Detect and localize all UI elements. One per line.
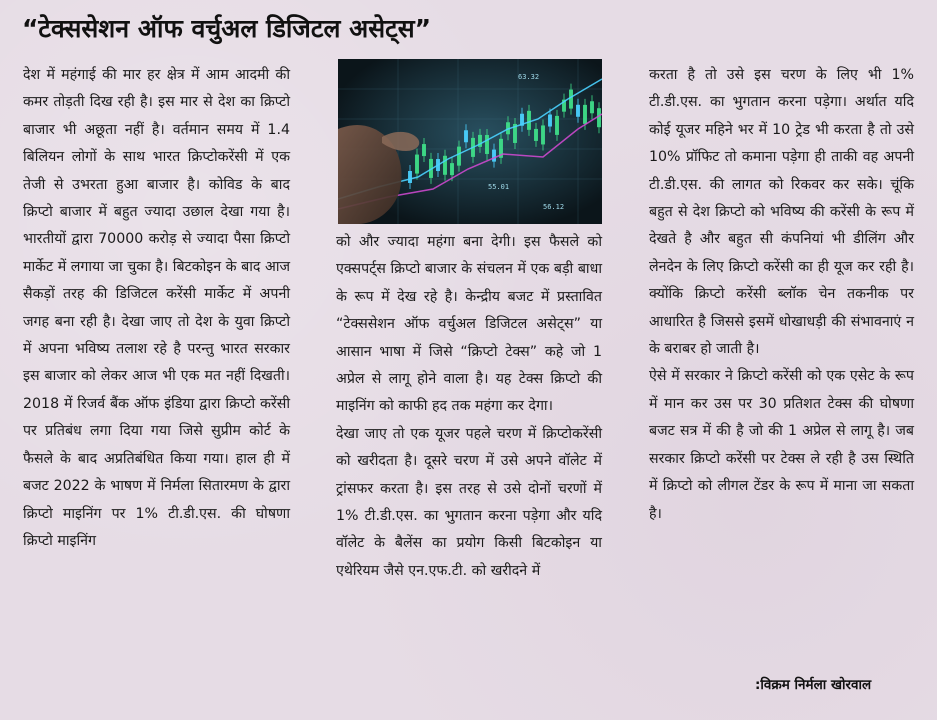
candle-body (443, 156, 447, 175)
article-column-1 (23, 62, 290, 555)
candle-body (590, 101, 594, 113)
candle-body (576, 105, 580, 117)
candle-body (597, 108, 601, 127)
candle-body (450, 163, 454, 175)
candle-body (422, 144, 426, 156)
crypto-chart-photo (338, 59, 602, 224)
candle-body (415, 155, 419, 174)
candle-body (464, 130, 468, 142)
chart-label-3: 56.12 (543, 203, 565, 211)
candle-body (569, 90, 573, 109)
column-2-paragraph-1: को और ज्यादा महंगा बना देगी। इस फैसले को एक्सपर्ट्स क्रिप्टो बाजार के संचलन में एक बड़ी बाधा के रूप में देख रहे है। केन्द्रीय बजट में प्रस्तावित “टेक्ससेशन ऑफ वर्चुअल डिजिटल असेट्स” या आसान भाषा में जिसे “क्रिप्टो टेक्स” कहे जो 1 अप्रेल से लागू होने वाला है। यह टेक्स क्रिप्टो की माइनिंग को काफी हद तक महंगा कर देगा। (336, 234, 602, 415)
candle-body (527, 111, 531, 130)
candle-body (408, 171, 412, 183)
article-headline: “टेक्ससेशन ऑफ वर्चुअल डिजिटल असेट्स” (22, 14, 432, 43)
candle-body (492, 150, 496, 162)
column-2-paragraph-2: देखा जाए तो एक यूजर पहले चरण में क्रिप्टोकरेंसी को खरीदता है। दूसरे चरण में उसे अपने वॉलेट में ट्रांसफर करता है। इस तरह से उसे दोनों चरणों में 1% टी.डी.एस. का भुगतान करना पड़ेगा और यदि वॉलेट के बैलेंस का प्रयोग किसी बिटकोइन या एथेरियम जैसे एन.एफ.टी. को खरीदने में (336, 425, 602, 579)
candle-body (457, 147, 461, 166)
article-column-3 (649, 62, 914, 528)
candle-body (534, 129, 538, 141)
column-3-paragraph-2: ऐसे में सरकार ने क्रिप्टो करेंसी को एक एसेट के रूप में मान कर उस पर 30 प्रतिशत टेक्स की घोषणा बजट सत्र में की है जो की 1 अप्रेल से लागू है। जब सरकार क्रिप्टो करेंसी पर टेक्स ले रही है उस स्थिति में क्रिप्टो को लीगल टेंडर के रूप में माना जा सकता है। (649, 368, 914, 522)
candle-body (541, 125, 545, 144)
article-column-2 (336, 229, 602, 585)
candle-body (485, 135, 489, 154)
candle-body (548, 115, 552, 127)
column-1-paragraph-1: देश में महंगाई की मार हर क्षेत्र में आम आदमी की कमर तोड़ती दिख रही है। इस मार से देश का क्रिप्टो बाजार भी अछूता नहीं है। वर्तमान समय में 1.4 बिलियन लोगों के साथ भारत क्रिप्टोकरेंसी में एक तेजी से उभरता हुआ बाजार है। कोविड के बाद क्रिप्टो बाजार में बहुत ज्यादा उछाल देखा गया है। भारतीयों द्वारा 70000 करोड़ से ज्यादा पैसा क्रिप्टो मार्केट में लगाया जा चुका है। बिटकोइन के बाद आज सैकड़ों तरह की डिजिटल करेंसी मार्केट में अपनी जगह बना रही है। देखा जाए तो देश के युवा क्रिप्टो में अपना भविष्य तलाश रहे है परन्तु भारत सरकार इस बाजार को लेकर आज भी एक मत नहीं दिखती। 2018 में रिजर्व बैंक ऑफ इंडिया द्वारा क्रिप्टो करेंसी पर प्रतिबंध लगा दिया गया जिसे सुप्रीम कोर्ट के फैसले के बाद अप्रतिबंधित किया गया। हाल ही में बजट 2022 के भाषण में निर्मला सितारमण के द्वारा क्रिप्टो माइनिंग पर 1% टी.डी.एस. की घोषणा क्रिप्टो माइनिंग (23, 67, 290, 549)
author-byline: :विक्रम निर्मला खोरवाल (755, 677, 872, 693)
chart-label-1: 63.32 (518, 73, 540, 81)
column-3-paragraph-1: करता है तो उसे इस चरण के लिए भी 1% टी.डी.एस. का भुगतान करना पड़ेगा। अर्थात यदि कोई यूजर महिने भर में 10 ट्रेड भी करता है तो उसे 10% प्रॉफिट तो कमाना पड़ेगा ही ताकी वह अपनी टी.डी.एस. की लागत को रिकवर कर सके। चूंकि बहुत से देश क्रिप्टो को भविष्य की करेंसी के रूप में देखते है और बहुत सी कंपनियां भी डीलिंग और लेनदेन के लिए क्रिप्टो करेंसी का ही यूज कर रही है। क्योंकि क्रिप्टो करेंसी ब्लॉक चेन तकनीक पर आधारित है जिससे इसमें धोखाधड़ी की संभावनाएं न के बराबर हो जाती है। (649, 67, 914, 358)
stock-chart-illustration (338, 59, 602, 224)
candle-body (555, 116, 559, 135)
chart-label-2: 55.01 (488, 183, 510, 191)
candle-body (583, 105, 587, 124)
